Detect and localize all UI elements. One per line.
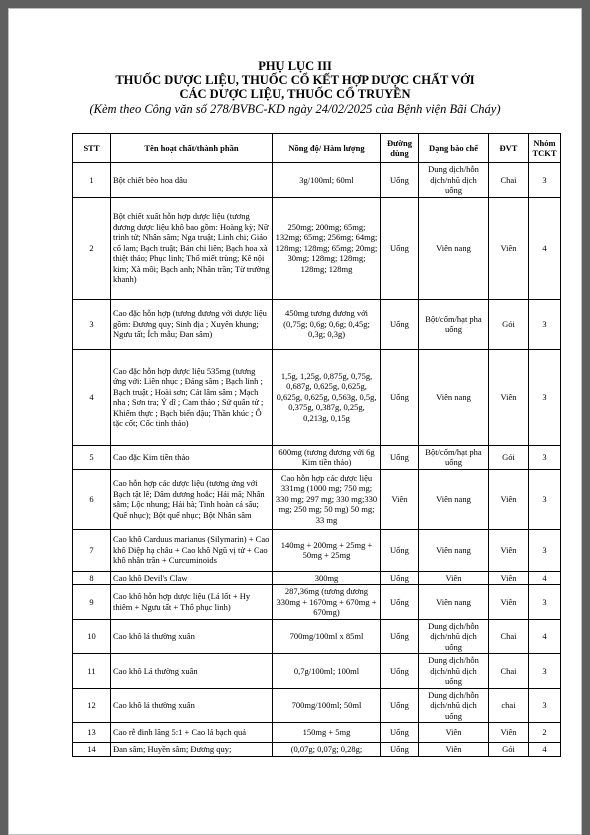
cell-route: Viên — [381, 469, 419, 529]
cell-group: 3 — [529, 469, 561, 529]
cell-group: 3 — [529, 688, 561, 723]
cell-name: Cao hỗn hợp các dược liệu (tương ứng với Bạch tật lê; Dâm dương hoắc; Hải mã; Nhân sâm; Lộc nhung; Hải hà; Tinh hoàn cá sấu; Quế nhục); Bột quế nhục; Bột Nhân sâm — [111, 469, 273, 529]
cell-form: Viên nang — [419, 197, 489, 299]
cell-group: 4 — [529, 571, 561, 585]
cell-group: 2 — [529, 723, 561, 743]
cell-group: 4 — [529, 743, 561, 757]
cell-stt: 6 — [73, 469, 111, 529]
cell-dose: 600mg (tương đương với 6g Kim tiền thảo) — [273, 445, 381, 469]
cell-stt: 13 — [73, 723, 111, 743]
cell-route: Uống — [381, 571, 419, 585]
cell-dose: 300mg — [273, 571, 381, 585]
cell-name: Cao đặc hỗn hợp dược liệu 535mg (tương ứng với: Liên nhục ; Đảng sâm ; Bạch linh ; Bạch truật ; Hoài sơn; Cát lâm sâm ; Mạch nha ; Sơn tra; Ý dĩ ; Cam thảo ; Sử quân tử ; Khiếm thực ; Bạch biển đậu; Thần khúc ; Ô tặc cốt; Cốc tinh thảo) — [111, 349, 273, 445]
cell-route: Uống — [381, 688, 419, 723]
cell-unit: Viên — [489, 469, 529, 529]
cell-group: 3 — [529, 445, 561, 469]
cell-group: 3 — [529, 349, 561, 445]
cell-form: Viên nang — [419, 349, 489, 445]
cell-route: Uống — [381, 445, 419, 469]
cell-unit: Chai — [489, 163, 529, 198]
cell-dose: 450mg tương đương với (0,75g; 0,6g; 0,6g; 0,45g; 0,3g; 0,3g) — [273, 299, 381, 349]
cell-dose: 250mg; 200mg; 65mg; 132mg; 65mg; 256mg; 64mg; 128mg; 128mg; 65mg; 20mg; 30mg; 128mg; 128mg; 128mg; 128mg — [273, 197, 381, 299]
table-row — [73, 197, 561, 299]
table-row — [73, 445, 561, 469]
cell-name: Cao khô Devil's Claw — [111, 571, 273, 585]
cell-stt: 2 — [73, 197, 111, 299]
appendix-title: PHỤ LỤC III — [258, 59, 332, 73]
cell-unit: Viên — [489, 529, 529, 571]
cell-form: Dung dịch/hỗn dịch/nhũ dịch uống — [419, 688, 489, 723]
column-header-route: Đường dùng — [381, 134, 419, 163]
cell-name: Cao khô Carduus marianus (Silymarin) + Cao khô Diệp hạ châu + Cao khô Ngũ vị tử + Cao khô nhân trần + Curcuminoids — [111, 529, 273, 571]
cell-dose: Cao hỗn hợp các dược liệu 331mg (1000 mg; 750 mg; 330 mg; 297 mg; 330 mg;330 mg; 250 mg; 50 mg) 50 mg; 33 mg — [273, 469, 381, 529]
cell-stt: 12 — [73, 688, 111, 723]
drug-table — [72, 133, 561, 757]
cell-unit: Viên — [489, 723, 529, 743]
table-row — [73, 619, 561, 654]
cell-dose: 3g/100ml; 60ml — [273, 163, 381, 198]
table-row — [73, 743, 561, 757]
document-page — [8, 8, 582, 835]
cell-stt: 4 — [73, 349, 111, 445]
cell-route: Uống — [381, 585, 419, 620]
cell-form: Viên — [419, 743, 489, 757]
cell-stt: 11 — [73, 654, 111, 689]
cell-route: Uống — [381, 163, 419, 198]
cell-dose: 700mg/100ml; 50ml — [273, 688, 381, 723]
cell-name: Cao khô lá thường xuân — [111, 619, 273, 654]
cell-stt: 7 — [73, 529, 111, 571]
cell-stt: 14 — [73, 743, 111, 757]
cell-stt: 10 — [73, 619, 111, 654]
cell-form: Viên — [419, 571, 489, 585]
cell-form: Viên — [419, 723, 489, 743]
cell-form: Viên nang — [419, 529, 489, 571]
cell-name: Cao khô Lá thường xuân — [111, 654, 273, 689]
cell-form: Bột/cốm/hạt pha uống — [419, 299, 489, 349]
cell-dose: (0,07g; 0,07g; 0,28g; — [273, 743, 381, 757]
cell-route: Uống — [381, 349, 419, 445]
cell-name: Cao rễ đinh lăng 5:1 + Cao lá bạch quả — [111, 723, 273, 743]
cell-route: Uống — [381, 654, 419, 689]
cell-unit: Viên — [489, 571, 529, 585]
cell-unit: Gói — [489, 299, 529, 349]
cell-group: 3 — [529, 529, 561, 571]
table-row — [73, 688, 561, 723]
cell-dose: 700mg/100ml x 85ml — [273, 619, 381, 654]
document-subtitle: (Kèm theo Công văn số 278/BVBC-KD ngày 24/02/2025 của Bệnh viện Bãi Cháy) — [89, 102, 501, 116]
cell-form: Viên nang — [419, 585, 489, 620]
cell-unit: chai — [489, 688, 529, 723]
cell-dose: 287,36mg (tương đương 330mg + 1670mg + 670mg + 670mg) — [273, 585, 381, 620]
cell-stt: 3 — [73, 299, 111, 349]
cell-route: Uống — [381, 529, 419, 571]
cell-unit: Chai — [489, 654, 529, 689]
cell-name: Cao khô hỗn hợp dược liệu (Lá lốt + Hy thiêm + Ngưu tất + Thổ phục linh) — [111, 585, 273, 620]
cell-unit: Viên — [489, 197, 529, 299]
cell-unit: Viên — [489, 349, 529, 445]
document-title-line-1: THUỐC DƯỢC LIỆU, THUỐC CỔ KẾT HỢP DƯỢC CHẤT VỚI — [115, 73, 475, 87]
column-header-group: Nhóm TCKT — [529, 134, 561, 163]
table-row — [73, 654, 561, 689]
cell-route: Uống — [381, 743, 419, 757]
cell-group: 4 — [529, 197, 561, 299]
cell-route: Uống — [381, 723, 419, 743]
table-row — [73, 571, 561, 585]
column-header-stt: STT — [73, 134, 111, 163]
cell-name: Cao khô lá thường xuân — [111, 688, 273, 723]
cell-unit: Chai — [489, 619, 529, 654]
column-header-form: Dạng bào chế — [419, 134, 489, 163]
column-header-unit: ĐVT — [489, 134, 529, 163]
cell-dose: 150mg + 5mg — [273, 723, 381, 743]
table-row — [73, 529, 561, 571]
cell-name: Bột chiết xuất hỗn hợp dược liệu (tương đương dược liệu khô bao gồm: Hoàng kỳ; Nữ trinh tử; Nhân sâm; Nga truật; Linh chi; Giảo cổ lam; Bạch truật; Bán chi liên; Bạch hoa xà thiệt thảo; Phục linh; Thổ miết trùng; Kê nội kim; Xà môi; Bạch anh; Nhân trần; Từ trường khanh) — [111, 197, 273, 299]
table-header-row — [73, 134, 561, 163]
cell-stt: 9 — [73, 585, 111, 620]
cell-group: 3 — [529, 654, 561, 689]
table-row — [73, 723, 561, 743]
cell-route: Uống — [381, 299, 419, 349]
column-header-name: Tên hoạt chất/thành phần — [111, 134, 273, 163]
table-row — [73, 469, 561, 529]
cell-unit: Gói — [489, 743, 529, 757]
table-row — [73, 299, 561, 349]
cell-group: 3 — [529, 299, 561, 349]
cell-name: Đan sâm; Huyền sâm; Đương quy; — [111, 743, 273, 757]
cell-dose: 0,7g/100ml; 100ml — [273, 654, 381, 689]
cell-name: Bột chiết bèo hoa dâu — [111, 163, 273, 198]
cell-unit: Gói — [489, 445, 529, 469]
cell-dose: 140mg + 200mg + 25mg + 50mg + 25mg — [273, 529, 381, 571]
cell-form: Dung dịch/hỗn dịch/nhũ dịch uống — [419, 654, 489, 689]
column-header-dose: Nồng độ/ Hàm lượng — [273, 134, 381, 163]
cell-form: Dung dịch/hỗn dịch/nhũ dịch uống — [419, 619, 489, 654]
cell-route: Uống — [381, 619, 419, 654]
document-title-line-2: CÁC DƯỢC LIỆU, THUỐC CỔ TRUYỀN — [179, 87, 411, 101]
cell-unit: Viên — [489, 585, 529, 620]
cell-name: Cao đặc Kim tiền thảo — [111, 445, 273, 469]
cell-form: Viên nang — [419, 469, 489, 529]
cell-form: Bột/cốm/hạt pha uống — [419, 445, 489, 469]
table-row — [73, 585, 561, 620]
cell-name: Cao đặc hỗn hợp (tương đương với dược liệu gồm: Đương quy; Sinh địa ; Xuyên khung; Ngưu tất; Ích mẫu; Đan sâm) — [111, 299, 273, 349]
cell-group: 4 — [529, 619, 561, 654]
cell-form: Dung dịch/hỗn dịch/nhũ dịch uống — [419, 163, 489, 198]
cell-group: 3 — [529, 585, 561, 620]
cell-group: 3 — [529, 163, 561, 198]
cell-stt: 8 — [73, 571, 111, 585]
table-row — [73, 349, 561, 445]
table-row — [73, 163, 561, 198]
cell-route: Uống — [381, 197, 419, 299]
cell-stt: 5 — [73, 445, 111, 469]
cell-dose: 1,5g, 1,25g, 0,875g, 0,75g, 0,687g, 0,625g, 0,625g, 0,625g, 0,625g, 0,563g, 0,5g, 0,375g, 0,387g, 0,25g, 0,213g, 0,15g — [273, 349, 381, 445]
cell-stt: 1 — [73, 163, 111, 198]
